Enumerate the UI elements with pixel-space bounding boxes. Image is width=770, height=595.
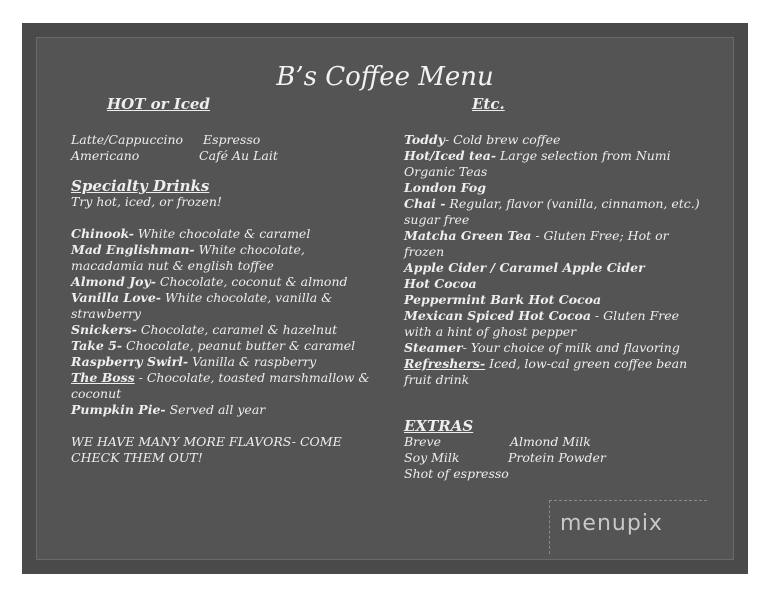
specialty-subtitle: Try hot, iced, or frozen! [71,194,222,209]
list-item: Steamer- Your choice of milk and flavoring [404,340,680,355]
list-item: Mad Englishman- White chocolate, macadamia nut & english toffee [71,242,305,273]
list-item: Vanilla Love- White chocolate, vanilla & strawberry [71,290,333,321]
list-item: Pumpkin Pie- Served all year [71,402,266,417]
list-item: Chinook- White chocolate & caramel [71,226,311,241]
left-column [71,96,371,466]
list-item: Raspberry Swirl- Vanilla & raspberry [71,354,317,369]
list-item: Peppermint Bark Hot Cocoa [404,292,602,307]
list-item: Snickers- Chocolate, caramel & hazelnut [71,322,338,337]
etc-list [404,132,704,388]
menu-board [22,23,748,574]
list-item: London Fog [404,180,487,195]
extras-heading: EXTRAS [404,417,474,435]
list-item: Chai - Regular, flavor (vanilla, cinnamon, etc.) sugar free [404,196,700,227]
menu-item: Latte/Cappuccino [71,132,184,147]
list-item: Hot Cocoa [404,276,477,291]
list-item: Refreshers- Iced, low-cal green coffee bean fruit drink [404,356,688,387]
hot-iced-row [71,148,371,164]
page-title: B’s Coffee Menu [276,62,494,92]
menu-item: Almond Milk [510,434,591,449]
list-item: Hot/Iced tea- Large selection from Numi Organic Teas [404,148,671,179]
list-item: Almond Joy- Chocolate, coconut & almond [71,274,348,289]
list-item: Toddy- Cold brew coffee [404,132,561,147]
hot-iced-heading: HOT or Iced [107,95,210,113]
menu-frame [36,37,734,560]
extras-row [404,466,704,482]
menu-item: Shot of espresso [404,466,509,481]
specialty-footer: WE HAVE MANY MORE FLAVORS- COME CHECK THEM OUT! [71,434,342,465]
menu-item: Protein Powder [508,450,606,465]
list-item: The Boss - Chocolate, toasted marshmallow & coconut [71,370,370,401]
menu-item: Breve [404,434,442,449]
extras-row [404,434,704,450]
menu-item: Americano [71,148,140,163]
watermark-box [549,500,707,554]
specialty-heading: Specialty Drinks [71,177,210,195]
watermark-logo: menupix [560,511,663,536]
etc-heading-wrap [472,96,704,112]
menu-item: Café Au Lait [199,148,278,163]
menu-item: Soy Milk [404,450,460,465]
hot-iced-heading-wrap [107,96,371,112]
specialty-list [71,226,371,418]
list-item: Take 5- Chocolate, peanut butter & caramel [71,338,356,353]
right-column [404,96,704,482]
etc-heading: Etc. [472,95,505,113]
menu-item: Espresso [203,132,261,147]
extras-row [404,450,704,466]
list-item: Apple Cider / Caramel Apple Cider [404,260,645,275]
list-item: Mexican Spiced Hot Cocoa - Gluten Free with a hint of ghost pepper [404,308,680,339]
hot-iced-row [71,132,371,148]
list-item: Matcha Green Tea - Gluten Free; Hot or frozen [404,228,669,259]
